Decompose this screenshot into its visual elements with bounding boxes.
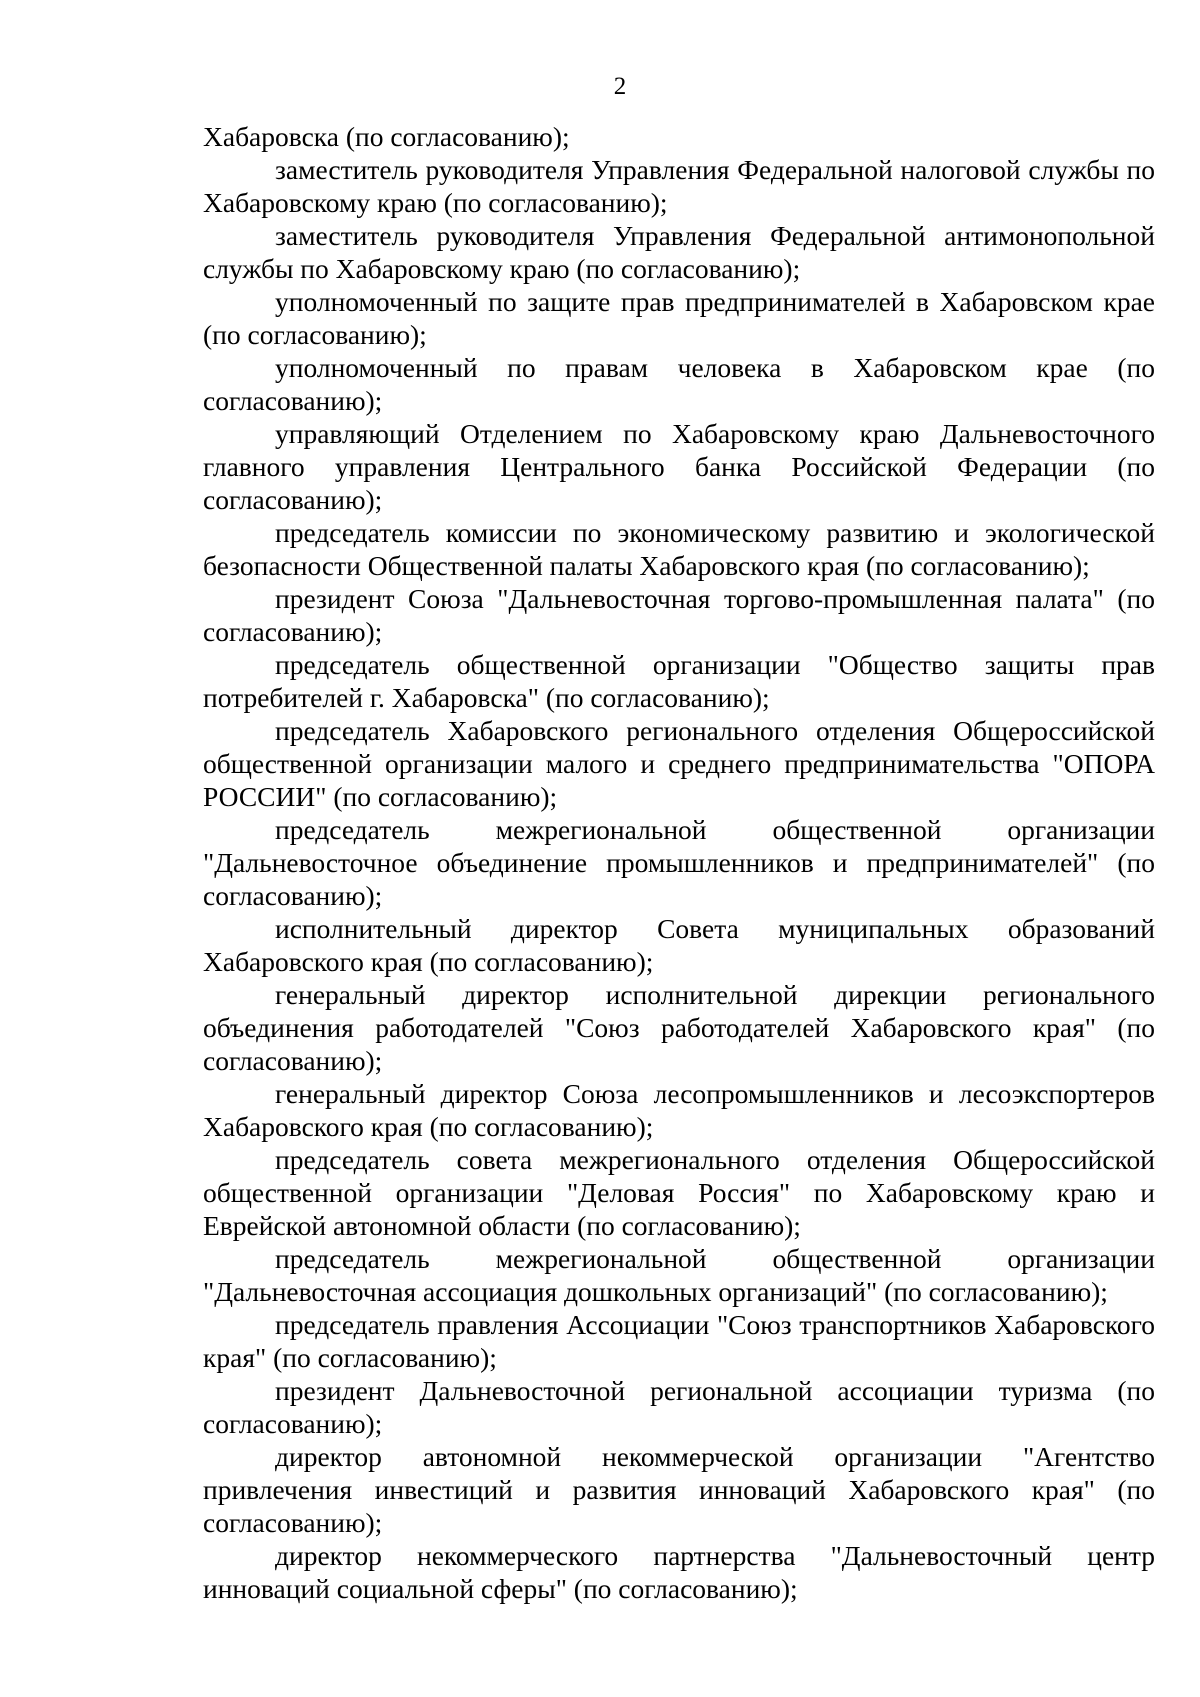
list-item: председатель Хабаровского регионального отделения Общероссийской общественной организации малого и среднего предпринимательства "ОПОРА РОССИИ" (по согласованию);	[203, 715, 1155, 812]
list-item: управляющий Отделением по Хабаровскому краю Дальневосточного главного управления Центрального банка Российской Федерации (по согласованию);	[203, 418, 1155, 515]
list-item: исполнительный директор Совета муниципальных образований Хабаровского края (по согласованию);	[203, 913, 1155, 977]
list-item: председатель комиссии по экономическому развитию и экологической безопасности Общественной палаты Хабаровского края (по согласованию);	[203, 517, 1155, 581]
list-item: президент Союза "Дальневосточная торгово-промышленная палата" (по согласованию);	[203, 583, 1155, 647]
page-number: 2	[613, 73, 627, 100]
list-item: председатель межрегиональной общественной организации "Дальневосточное объединение промышленников и предпринимателей" (по согласованию);	[203, 814, 1155, 911]
list-item: председатель совета межрегионального отделения Общероссийской общественной организации "Деловая Россия" по Хабаровскому краю и Еврейской автономной области (по согласованию);	[203, 1144, 1155, 1241]
list-item: генеральный директор исполнительной дирекции регионального объединения работодателей "Союз работодателей Хабаровского края" (по согласованию);	[203, 979, 1155, 1076]
list-item: председатель правления Ассоциации "Союз транспортников Хабаровского края" (по согласованию);	[203, 1309, 1155, 1373]
list-item: уполномоченный по правам человека в Хабаровском крае (по согласованию);	[203, 352, 1155, 416]
list-item: председатель общественной организации "Общество защиты прав потребителей г. Хабаровска" (по согласованию);	[203, 649, 1155, 713]
list-item: председатель межрегиональной общественной организации "Дальневосточная ассоциация дошкольных организаций" (по согласованию);	[203, 1243, 1155, 1307]
list-item: президент Дальневосточной региональной ассоциации туризма (по согласованию);	[203, 1375, 1155, 1439]
list-item: заместитель руководителя Управления Федеральной антимонопольной службы по Хабаровскому краю (по согласованию);	[203, 220, 1155, 284]
list-item: директор некоммерческого партнерства "Дальневосточный центр инноваций социальной сферы" (по согласованию);	[203, 1540, 1155, 1604]
list-item: генеральный директор Союза лесопромышленников и лесоэкспортеров Хабаровского края (по согласованию);	[203, 1078, 1155, 1142]
member-list	[203, 120, 1155, 1605]
list-item: директор автономной некоммерческой организации "Агентство привлечения инвестиций и развития инноваций Хабаровского края" (по согласованию);	[203, 1441, 1155, 1538]
list-item: уполномоченный по защите прав предпринимателей в Хабаровском крае (по согласованию);	[203, 286, 1155, 350]
list-item: Хабаровска (по согласованию);	[203, 121, 570, 152]
list-item: заместитель руководителя Управления Федеральной налоговой службы по Хабаровскому краю (по согласованию);	[203, 154, 1155, 218]
